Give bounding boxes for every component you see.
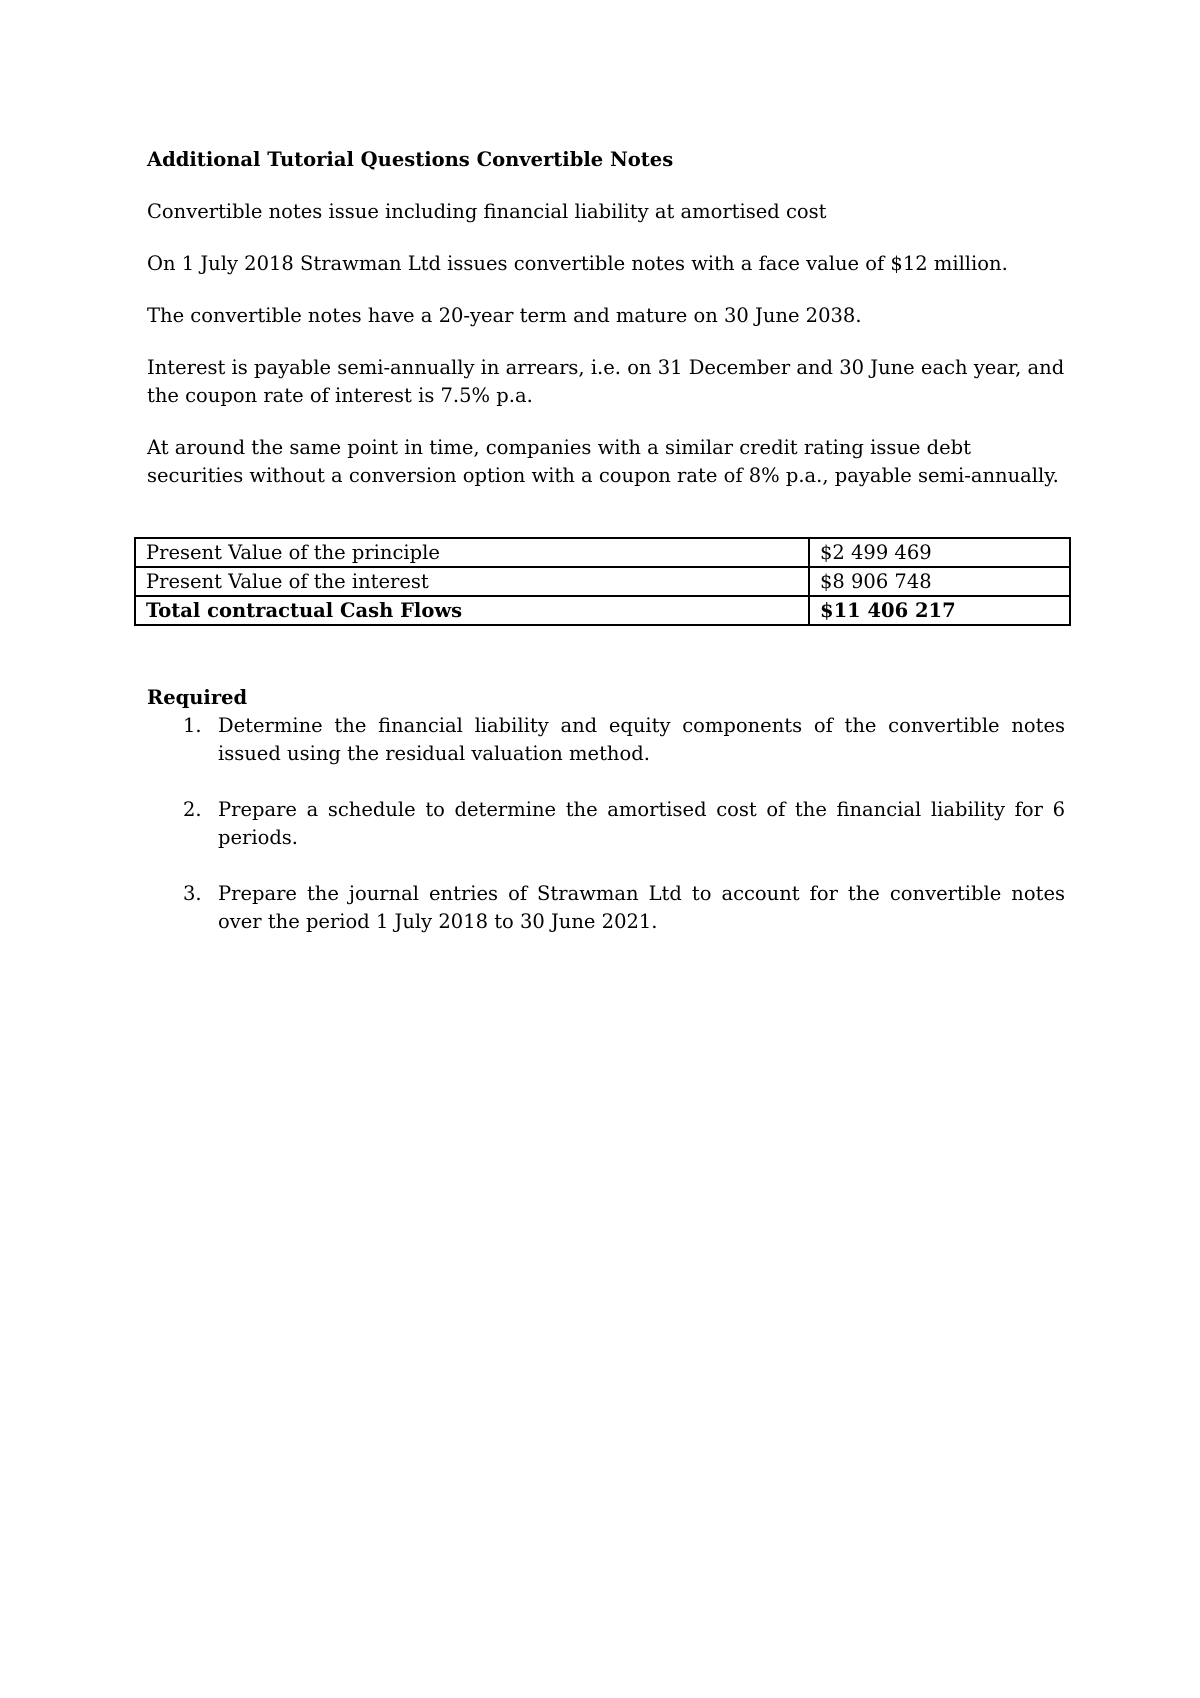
table-cell-value: $2 499 469	[809, 538, 1070, 567]
paragraph-market-rate: At around the same point in time, companies with a similar credit rating issue debt securities without a conversion option with a coupon rate of 8% p.a., payable semi-annually.	[147, 436, 1059, 487]
cash-flow-table	[134, 537, 1071, 626]
table-total-value: $11 406 217	[809, 596, 1070, 625]
table-cell-label: Present Value of the principle	[135, 538, 809, 567]
document-title: Additional Tutorial Questions Convertible Notes	[147, 148, 674, 171]
list-item-text: Prepare the journal entries of Strawman Ltd to account for the convertible notes over the period 1 July 2018 to 30 June 2021.	[218, 882, 1065, 933]
list-item-text: Prepare a schedule to determine the amortised cost of the financial liability for 6 periods.	[218, 798, 1065, 849]
paragraph-term: The convertible notes have a 20-year term and mature on 30 June 2038.	[147, 304, 862, 327]
list-item	[147, 796, 1065, 852]
paragraph-subtitle: Convertible notes issue including financial liability at amortised cost	[147, 200, 827, 223]
list-item-text: Determine the financial liability and equity components of the convertible notes issued using the residual valuation method.	[218, 714, 1065, 765]
required-section	[147, 684, 1065, 964]
table-row	[135, 567, 1070, 596]
table-cell-label: Present Value of the interest	[135, 567, 809, 596]
document-body	[147, 146, 1065, 514]
table-total-row	[135, 596, 1070, 625]
list-item	[147, 880, 1065, 936]
table-total-label: Total contractual Cash Flows	[135, 596, 809, 625]
paragraph-interest: Interest is payable semi-annually in arrears, i.e. on 31 December and 30 June each year, and the coupon rate of interest is 7.5% p.a.	[147, 356, 1065, 407]
list-item	[147, 712, 1065, 768]
paragraph-issue-date: On 1 July 2018 Strawman Ltd issues convertible notes with a face value of $12 million.	[147, 252, 1008, 275]
list-item-number: 1.	[183, 714, 202, 737]
list-item-number: 2.	[183, 798, 202, 821]
required-list	[147, 712, 1065, 936]
table-cell-value: $8 906 748	[809, 567, 1070, 596]
required-heading: Required	[147, 686, 248, 709]
cash-flow-table-container	[134, 537, 1071, 626]
table-row	[135, 538, 1070, 567]
list-item-number: 3.	[183, 882, 202, 905]
